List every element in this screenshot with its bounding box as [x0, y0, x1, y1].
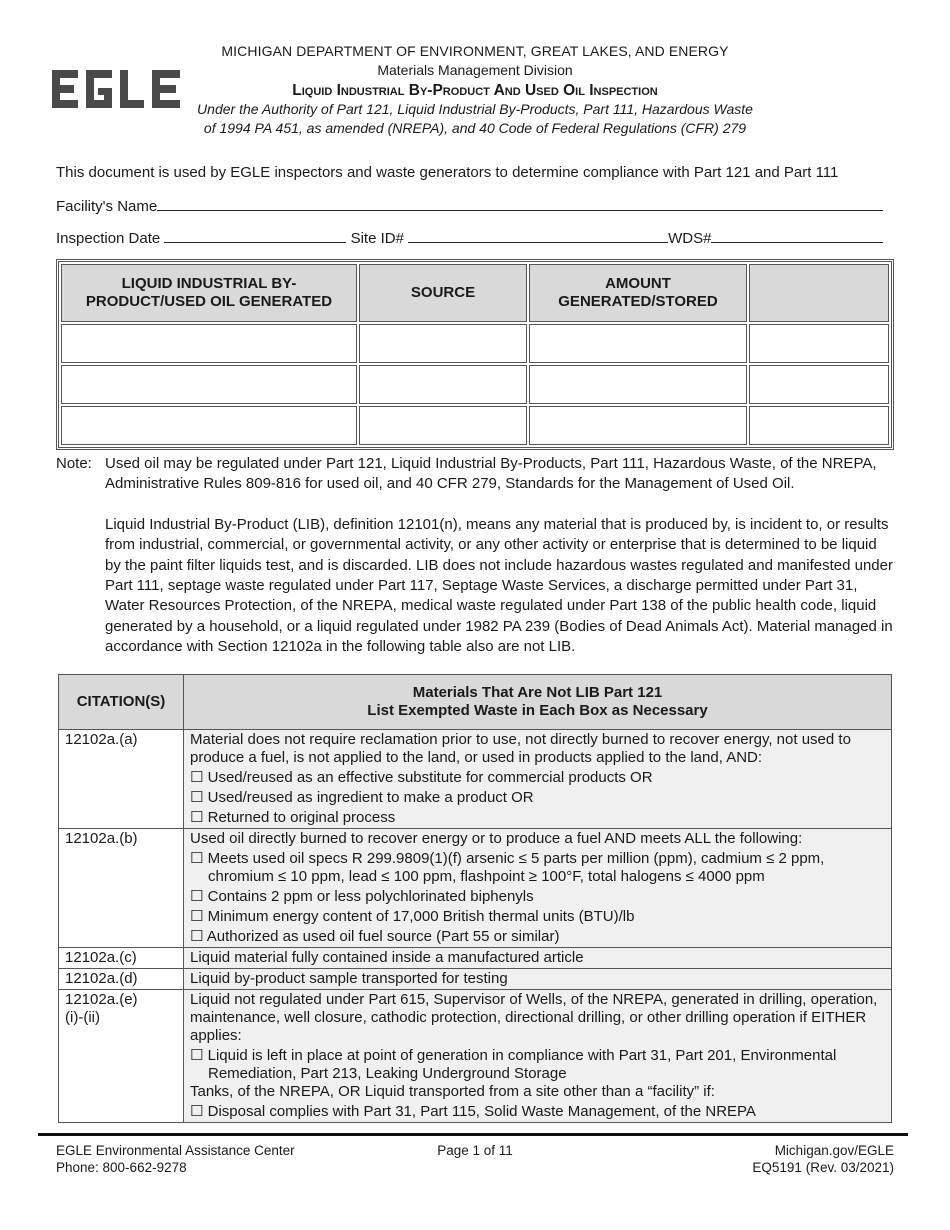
footer-rule	[38, 1133, 908, 1136]
table-row	[61, 365, 889, 404]
department-name: MICHIGAN DEPARTMENT OF ENVIRONMENT, GREAT LAKES, AND ENERGY	[221, 43, 729, 59]
table-cell[interactable]	[61, 406, 357, 445]
inspection-date-field[interactable]	[164, 228, 346, 243]
footer-phone: Phone: 800-662-9278	[56, 1160, 187, 1175]
col-header-citation: CITATION(S)	[59, 675, 184, 730]
materials-cell	[184, 990, 892, 1123]
wds-label: WDS#	[668, 230, 712, 247]
option-text: Disposal complies with Part 31, Part 115, Solid Waste Management, of the NREPA	[207, 1103, 756, 1120]
table-row	[59, 948, 892, 969]
table-cell[interactable]	[61, 324, 357, 363]
materials-header-line-2: List Exempted Waste in Each Box as Necessary	[367, 702, 708, 719]
division-name: Materials Management Division	[377, 62, 573, 78]
note-paragraph-1: Used oil may be regulated under Part 121, Liquid Industrial By-Products, Part 111, Hazardous Waste, of the NREPA, Administrative Rules 809-816 for used oil, and 40 CFR 279, Standards for the Management of Used Oil.	[105, 455, 877, 493]
authority-line-1: Under the Authority of Part 121, Liquid Industrial By-Products, Part 111, Hazardous Waste	[197, 101, 753, 117]
footer-website[interactable]: Michigan.gov/EGLE	[774, 1143, 894, 1158]
materials-cell: Liquid material fully contained inside a manufactured article	[184, 948, 892, 969]
note-label: Note:	[56, 455, 92, 472]
option-line	[190, 906, 885, 926]
generated-waste-table	[56, 259, 894, 450]
materials-header-line-1: Materials That Are Not LIB Part 121	[412, 684, 663, 701]
checkbox[interactable]: ☐	[190, 850, 204, 867]
citation-line-2: (i)-(ii)	[65, 1009, 100, 1026]
col-header-materials	[184, 675, 892, 730]
document-header	[190, 42, 760, 138]
table-cell[interactable]	[749, 406, 889, 445]
table-row	[59, 730, 892, 829]
materials-cell	[184, 730, 892, 829]
footer-center-name: EGLE Environmental Assistance Center	[56, 1143, 295, 1158]
checkbox[interactable]: ☐	[190, 789, 204, 806]
table-cell[interactable]	[749, 365, 889, 404]
option-line	[190, 787, 885, 807]
citation-cell: 12102a.(b)	[59, 829, 184, 948]
table-cell[interactable]	[359, 324, 527, 363]
col-header-amount: AMOUNT GENERATED/STORED	[529, 264, 747, 322]
citation-cell: 12102a.(a)	[59, 730, 184, 829]
citation-cell	[59, 990, 184, 1123]
table-cell[interactable]	[359, 406, 527, 445]
page-number: Page 1 of 11	[437, 1143, 513, 1158]
inspection-info-row	[56, 228, 883, 247]
facility-name-label: Facility's Name	[56, 198, 158, 215]
materials-cell	[184, 829, 892, 948]
row-description-2: Tanks, of the NREPA, OR Liquid transported from a site other than a “facility” if:	[190, 1083, 715, 1100]
option-text: Authorized as used oil fuel source (Part 55 or similar)	[206, 928, 560, 945]
checkbox[interactable]: ☐	[190, 1103, 204, 1120]
table-row	[61, 406, 889, 445]
table-cell[interactable]	[529, 324, 747, 363]
authority-line-2: of 1994 PA 451, as amended (NREPA), and 40 Code of Federal Regulations (CFR) 279	[203, 120, 747, 136]
option-text: Minimum energy content of 17,000 British thermal units (BTU)/lb	[207, 908, 635, 925]
citation-cell: 12102a.(c)	[59, 948, 184, 969]
checkbox[interactable]: ☐	[190, 809, 204, 826]
materials-cell: Liquid by-product sample transported for testing	[184, 969, 892, 990]
option-line	[190, 926, 885, 946]
option-line	[190, 1101, 885, 1121]
col-header-liquid: LIQUID INDUSTRIAL BY-PRODUCT/USED OIL GENERATED	[61, 264, 357, 322]
col-header-blank	[749, 264, 889, 322]
option-line	[190, 886, 885, 906]
document-title: Liquid Industrial By-Product And Used Oil Inspection	[292, 82, 658, 99]
note-paragraph-2: Liquid Industrial By-Product (LIB), definition 12101(n), means any material that is produced by, is incident to, or results from industrial, commercial, or governmental activity, or any other activity or enterprise that is determined to be liquid by the paint filter liquids test, and is discarded. LIB does not include hazardous wastes regulated and manifested under Part 111, septage waste regulated under Part 117, Septage Waste Services, a discharge permitted under Part 31, Water Resources Protection, of the NREPA, medical waste regulated under Part 138 of the public health code, liquid generated by a household, or a liquid regulated under 1982 PA 239 (Bodies of Dead Animals Act). Material managed in accordance with Section 12102a in the following table also are not LIB.	[105, 515, 893, 656]
option-text: Used/reused as ingredient to make a product OR	[207, 789, 534, 806]
exempt-materials-table	[58, 674, 892, 1123]
checkbox[interactable]: ☐	[190, 928, 204, 945]
option-text: Liquid is left in place at point of generation in compliance with Part 31, Part 201, Environmental	[207, 1047, 837, 1064]
site-id-label: Site ID#	[350, 230, 404, 247]
option-text: Contains 2 ppm or less polychlorinated biphenyls	[207, 888, 534, 905]
citation-line-1: 12102a.(e)	[65, 991, 138, 1008]
table-cell[interactable]	[529, 406, 747, 445]
site-id-field[interactable]	[408, 228, 668, 243]
table-row	[61, 324, 889, 363]
table-row	[59, 969, 892, 990]
table-cell[interactable]	[749, 324, 889, 363]
table-cell[interactable]	[61, 365, 357, 404]
row-description: Liquid not regulated under Part 615, Supervisor of Wells, of the NREPA, generated in drilling, operation, maintenance, well closure, cathodic protection, directional drilling, or other drilling operation if EITHER applies:	[190, 991, 878, 1044]
option-text: Meets used oil specs R 299.9809(1)(f) arsenic ≤ 5 parts per million (ppm), cadmium ≤ 2 ppm,	[207, 850, 825, 867]
table-row	[59, 990, 892, 1123]
citation-cell: 12102a.(d)	[59, 969, 184, 990]
inspection-date-label: Inspection Date	[56, 230, 161, 247]
facility-name-field[interactable]	[157, 196, 883, 211]
option-text: Returned to original process	[207, 809, 396, 826]
checkbox[interactable]: ☐	[190, 888, 204, 905]
form-number: EQ5191 (Rev. 03/2021)	[752, 1160, 894, 1175]
checkbox[interactable]: ☐	[190, 769, 204, 786]
table-cell[interactable]	[529, 365, 747, 404]
egle-logo	[52, 70, 182, 108]
note-section	[56, 454, 896, 678]
checkbox[interactable]: ☐	[190, 908, 204, 925]
table-cell[interactable]	[359, 365, 527, 404]
option-line	[190, 848, 885, 868]
option-continuation: Remediation, Part 213, Leaking Underground Storage	[208, 1065, 567, 1082]
col-header-source: SOURCE	[359, 264, 527, 322]
option-line	[190, 767, 885, 787]
table-row	[59, 829, 892, 948]
option-line	[190, 1045, 885, 1065]
facility-name-row	[56, 196, 883, 215]
intro-text: This document is used by EGLE inspectors and waste generators to determine compliance with Part 121 and Part 111	[56, 164, 839, 181]
row-description: Material does not require reclamation prior to use, not directly burned to recover energy, not used to produce a fuel, is not applied to the land, or used in products applied to the land, AND:	[190, 731, 851, 766]
checkbox[interactable]: ☐	[190, 1047, 204, 1064]
option-continuation: chromium ≤ 10 ppm, lead ≤ 100 ppm, flashpoint ≥ 100°F, total halogens ≤ 4000 ppm	[208, 868, 765, 885]
footer-right	[752, 1142, 894, 1176]
wds-field[interactable]	[711, 228, 883, 243]
option-text: Used/reused as an effective substitute for commercial products OR	[207, 769, 653, 786]
row-description: Used oil directly burned to recover energy or to produce a fuel AND meets ALL the following:	[190, 830, 803, 847]
option-line	[190, 807, 885, 827]
